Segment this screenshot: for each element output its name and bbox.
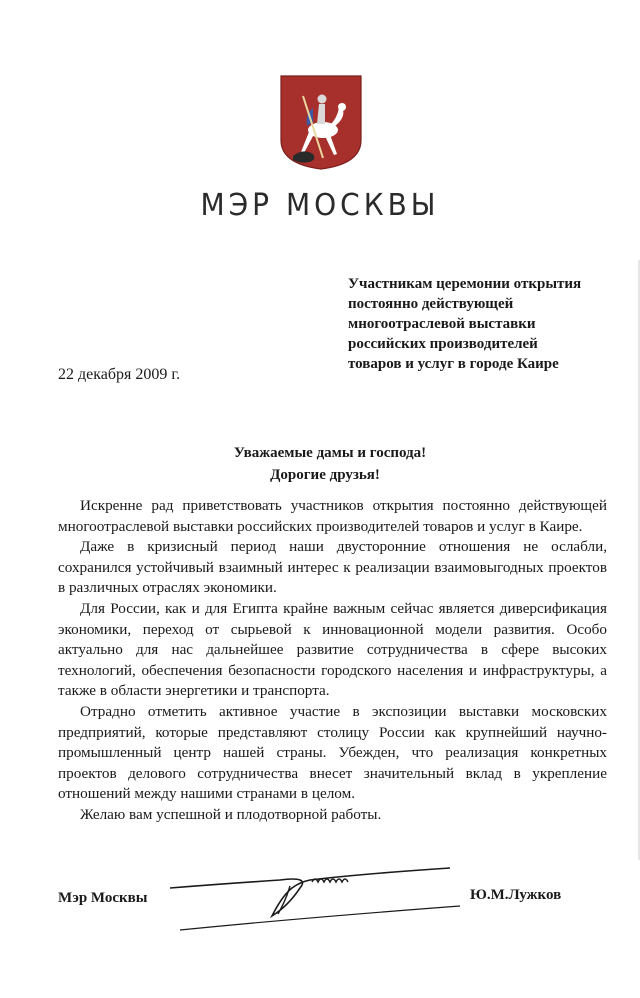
recipient-line: российских производителей [348, 336, 538, 352]
signature-title: Мэр Москвы [58, 890, 148, 906]
recipient-line: многоотраслевой выставки [348, 316, 536, 332]
letter-body [58, 496, 607, 826]
salutation-line: Дорогие друзья! [270, 467, 380, 483]
body-paragraph: Отрадно отметить активное участие в экспозиции выставки московских предприятий, которые представляют столицу России как крупнейший научно-промышленный центр нашей страны. Убежден, что реализация конкретных проектов делового сотрудничества внесет значительный вклад в укрепление отношений между нашими странами в целом. [58, 702, 607, 803]
recipient-line: товаров и услуг в городе Каире [348, 356, 559, 372]
masthead: МЭР МОСКВЫ [200, 186, 440, 223]
body-paragraph: Искренне рад приветствовать участников открытия постоянно действующей многоотраслевой выставки российских производителей товаров и услуг в Каире. [58, 497, 607, 535]
recipient-line: постоянно действующей [348, 296, 514, 312]
moscow-coat-of-arms-icon [279, 74, 363, 171]
recipient-block [348, 274, 618, 374]
salutation-line: Уважаемые дамы и господа! [233, 445, 427, 461]
salutation [0, 442, 640, 486]
letter-date: 22 декабря 2009 г. [58, 366, 181, 383]
handwritten-signature-icon [160, 858, 460, 938]
body-paragraph: Желаю вам успешной и плодотворной работы. [80, 805, 382, 823]
body-paragraph: Для России, как и для Египта крайне важным сейчас является диверсификация экономики, переход от сырьевой к инновационной модели развития. Особо актуально для нас дальнейшее развитие сотрудничества в сфере высоких технологий, обеспечения безопасности городского населения и инфраструктуры, а также в области энергетики и транспорта. [58, 599, 607, 700]
body-paragraph: Даже в кризисный период наши двусторонние отношения не ослабли, сохранился устойчивый взаимный интерес к реализации взаимовыгодных проектов в различных отраслях экономики. [58, 538, 607, 597]
recipient-line: Участникам церемонии открытия [348, 276, 582, 292]
signature-name: Ю.М.Лужков [470, 887, 562, 903]
